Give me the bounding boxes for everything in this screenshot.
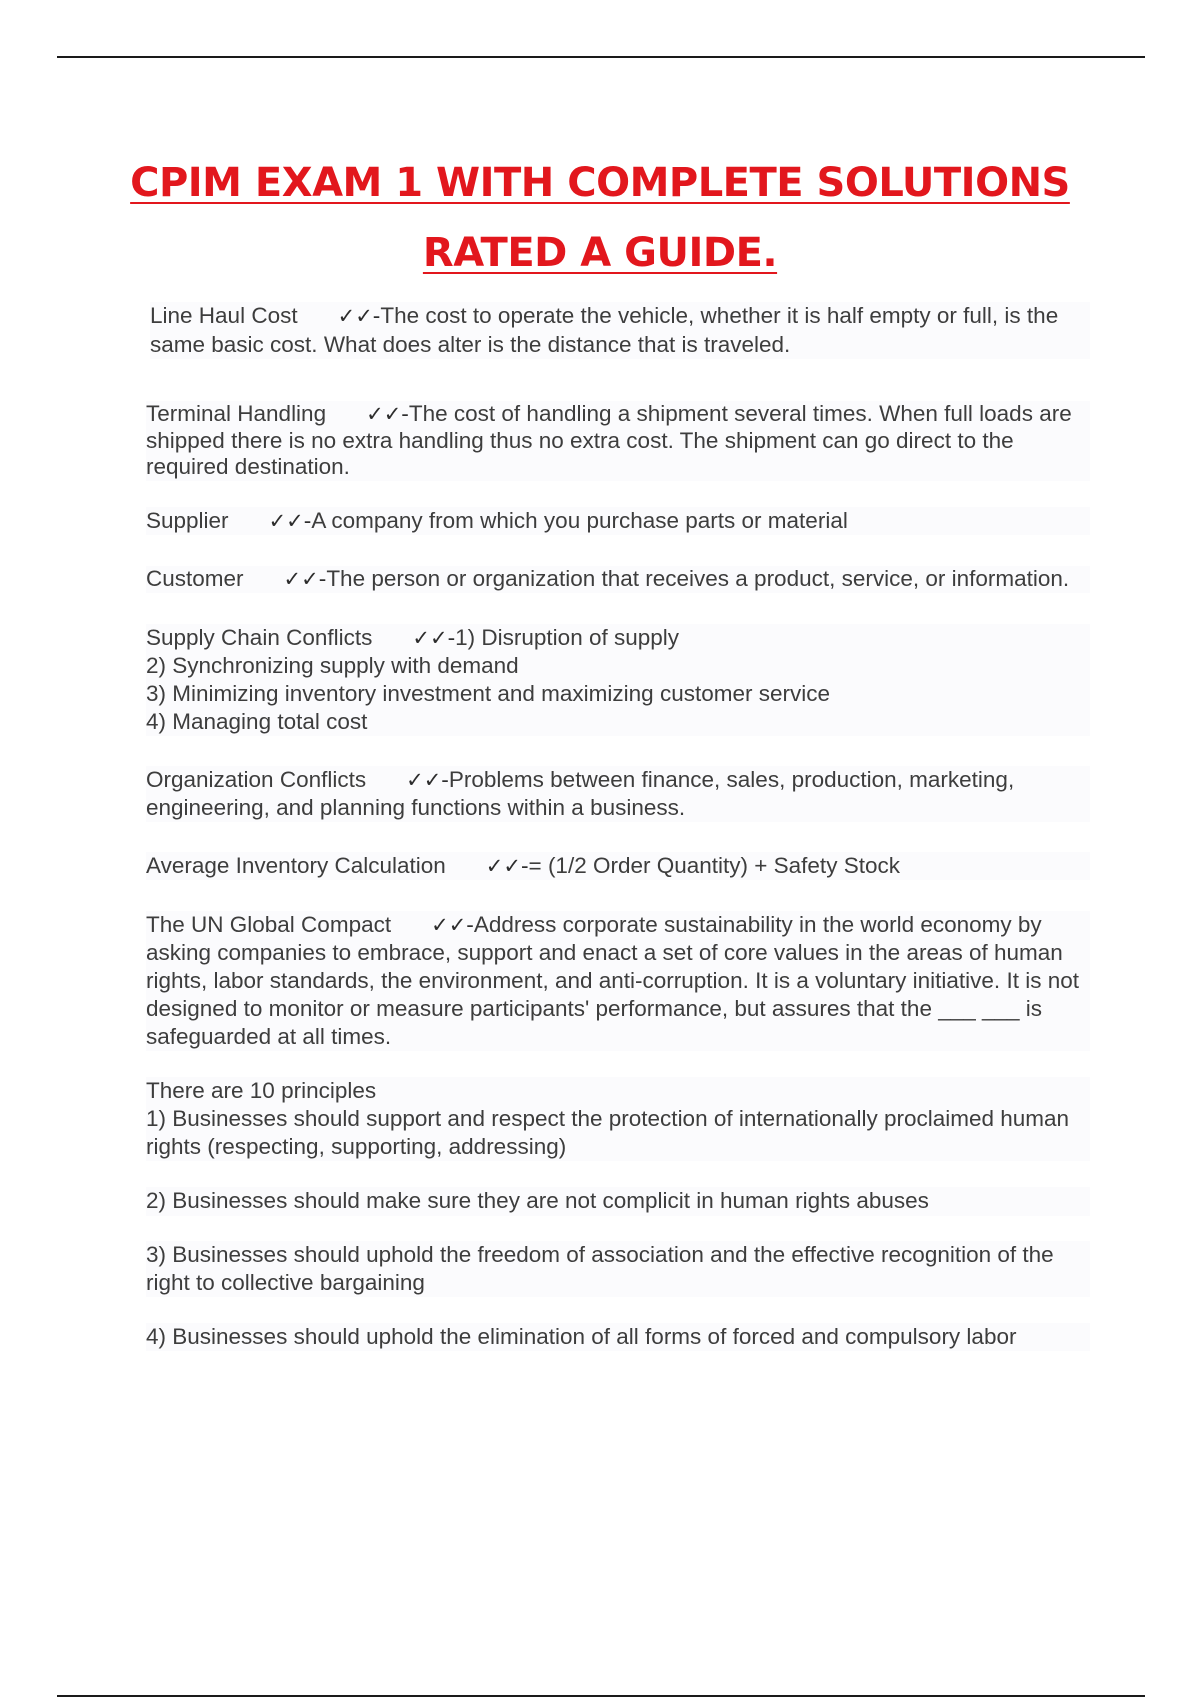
check-mark-icon: ✓✓- [412, 625, 456, 650]
entry-un-global-compact [146, 911, 1090, 1051]
entry-answer: The cost of handling a shipment several times. When full loads are shipped there is no extra handling thus no extra cost. The shipment can go direct to the required destination. [146, 401, 1072, 479]
principle-2: 2) Businesses should make sure they are not complicit in human rights abuses [146, 1187, 1090, 1216]
entry-term: Terminal Handling [146, 401, 327, 426]
title-line-1: CPIM EXAM 1 WITH COMPLETE SOLUTIONS [130, 160, 1070, 206]
entry-supplier [146, 507, 1090, 536]
entry-answer: 1) Disruption of supply [455, 624, 680, 650]
entry-answer: Problems between finance, sales, production, marketing, engineering, and planning functions within a business. [146, 766, 1015, 820]
principles-block [146, 1077, 1090, 1161]
entry-answer: A company from which you purchase parts or material [311, 507, 848, 533]
entry-term: Line Haul Cost [150, 303, 298, 328]
bottom-rule [57, 1695, 1145, 1697]
entry-supply-chain-conflicts [146, 624, 1090, 736]
check-mark-icon: ✓✓- [337, 304, 381, 328]
entry-answer: = (1/2 Order Quantity) + Safety Stock [528, 852, 900, 878]
entry-term: Organization Conflicts [146, 766, 367, 792]
document-title [100, 148, 1100, 288]
check-mark-icon: ✓✓- [268, 508, 312, 533]
entry-term: Supply Chain Conflicts [146, 624, 373, 650]
check-mark-icon: ✓✓- [283, 567, 327, 591]
check-mark-icon: ✓✓- [485, 853, 529, 878]
check-mark-icon: ✓✓- [406, 767, 449, 792]
check-mark-icon: ✓✓- [431, 913, 474, 937]
top-rule [57, 56, 1145, 58]
title-line-2: RATED A GUIDE. [422, 230, 778, 276]
document-body [146, 302, 1090, 1351]
list-item: 2) Synchronizing supply with demand [146, 652, 519, 678]
entry-answer: The cost to operate the vehicle, whether it is half empty or full, is the same basic cost. What does alter is the distance that is traveled. [150, 303, 1059, 357]
entry-term: Average Inventory Calculation [146, 852, 446, 878]
entry-answer: Address corporate sustainability in the world economy by asking companies to embrace, support and enact a set of core values in the areas of human rights, labor standards, the environment, and anti-corruption. It is a voluntary initiative. It is not designed to monitor or measure participants' performance, but assures that the ___ ___ is safeguarded at all times. [146, 912, 1079, 1049]
entry-answer: The person or organization that receives a product, service, or information. [326, 566, 1070, 591]
entry-terminal-handling [146, 401, 1090, 481]
entry-organization-conflicts [146, 766, 1090, 822]
principles-intro: There are 10 principles [146, 1078, 377, 1103]
principle-3: 3) Businesses should uphold the freedom of association and the effective recognition of the right to collective bargaining [146, 1241, 1090, 1297]
check-mark-icon: ✓✓- [366, 402, 409, 426]
entry-line-haul-cost [150, 302, 1090, 359]
entry-customer [146, 566, 1090, 593]
list-item: 4) Managing total cost [146, 708, 368, 734]
principle-1: 1) Businesses should support and respect the protection of internationally proclaimed human rights (respecting, supporting, addressing) [146, 1106, 1070, 1159]
entry-term: Customer [146, 566, 244, 591]
principle-4: 4) Businesses should uphold the elimination of all forms of forced and compulsory labor [146, 1323, 1090, 1352]
entry-average-inventory [146, 852, 1090, 881]
entry-term: Supplier [146, 507, 229, 533]
entry-term: The UN Global Compact [146, 912, 392, 937]
list-item: 3) Minimizing inventory investment and maximizing customer service [146, 680, 830, 706]
